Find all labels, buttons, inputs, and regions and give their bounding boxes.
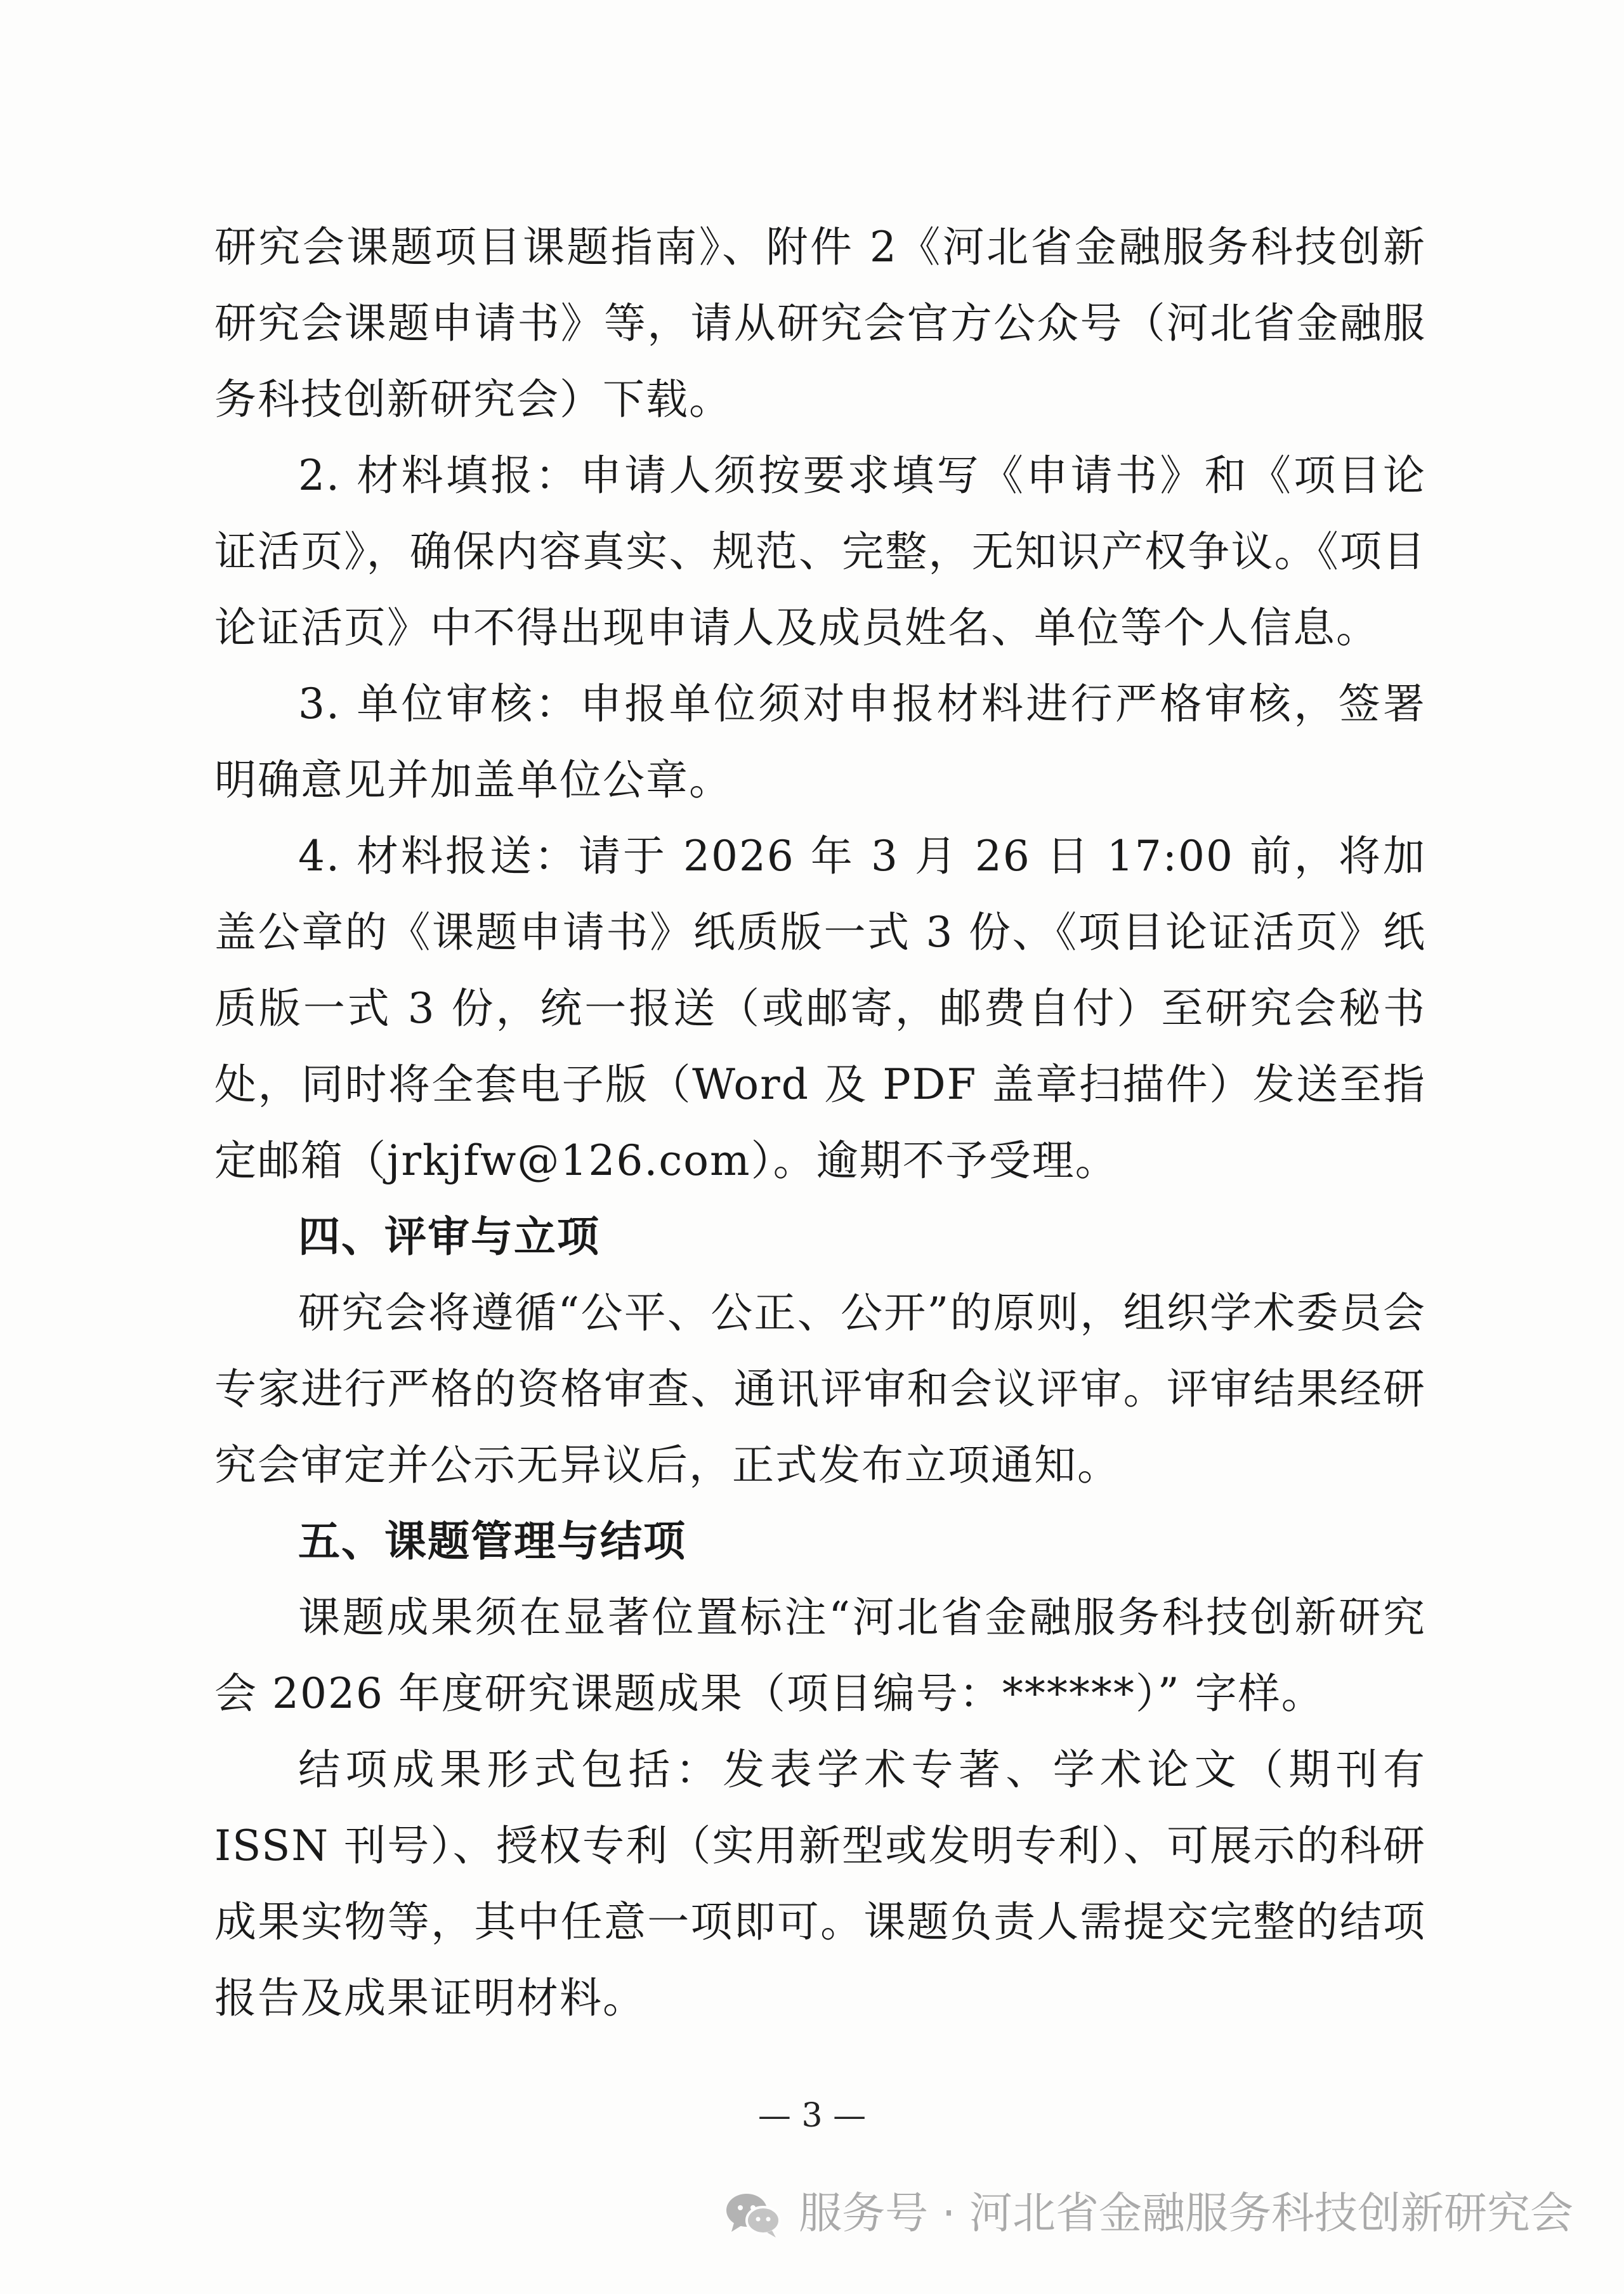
paragraph-material-filling: 2. 材料填报：申请人须按要求填写《申请书》和《项目论证活页》，确保内容真实、规范、完整，无知识产权争议。《项目论证活页》中不得出现申请人及成员姓名、单位等个人信息。 <box>214 451 1426 652</box>
paragraph-completion-forms: 结项成果形式包括：发表学术专著、学术论文（期刊有 ISSN 刊号）、授权专利（实用新型或发明专利）、可展示的科研成果实物等，其中任意一项即可。课题负责人需提交完整的结项报告及成果证明材料。 <box>214 1745 1426 2022</box>
wechat-icon <box>723 2189 783 2239</box>
section-heading-review: 四、评审与立项 <box>298 1212 600 1261</box>
paragraph-review-process: 研究会将遵循“公平、公正、公开”的原则，组织学术委员会专家进行严格的资格审查、通讯评审和会议评审。评审结果经研究会审定并公示无异议后，正式发布立项通知。 <box>214 1288 1426 1490</box>
paragraph-achievement-labeling: 课题成果须在显著位置标注“河北省金融服务科技创新研究会 2026 年度研究课题成果（项目编号：******）” 字样。 <box>214 1593 1426 1718</box>
page-number: — 3 — <box>757 2097 867 2135</box>
paragraph-unit-review: 3. 单位审核：申报单位须对申报材料进行严格审核，签署明确意见并加盖单位公章。 <box>214 679 1426 804</box>
paragraph-attachments: 研究会课题项目课题指南》、附件 2《河北省金融服务科技创新研究会课题申请书》等，请从研究会官方公众号（河北省金融服务科技创新研究会）下载。 <box>214 223 1426 424</box>
watermark-text: 服务号 · 河北省金融服务科技创新研究会 <box>799 2189 1573 2239</box>
watermark <box>723 2186 1573 2243</box>
paragraph-material-submission: 4. 材料报送：请于 2026 年 3 月 26 日 17:00 前，将加盖公章的《课题申请书》纸质版一式 3 份、《项目论证活页》纸质版一式 3 份，统一报送（或邮寄，邮费自付）至研究会秘书处，同时将全套电子版（Word 及 PDF 盖章扫描件）发送至指定邮箱（jrkjfw@126.com）。逾期不予受理。 <box>214 832 1426 1185</box>
section-heading-management: 五、课题管理与结项 <box>298 1517 686 1566</box>
document-body <box>214 209 1426 2036</box>
